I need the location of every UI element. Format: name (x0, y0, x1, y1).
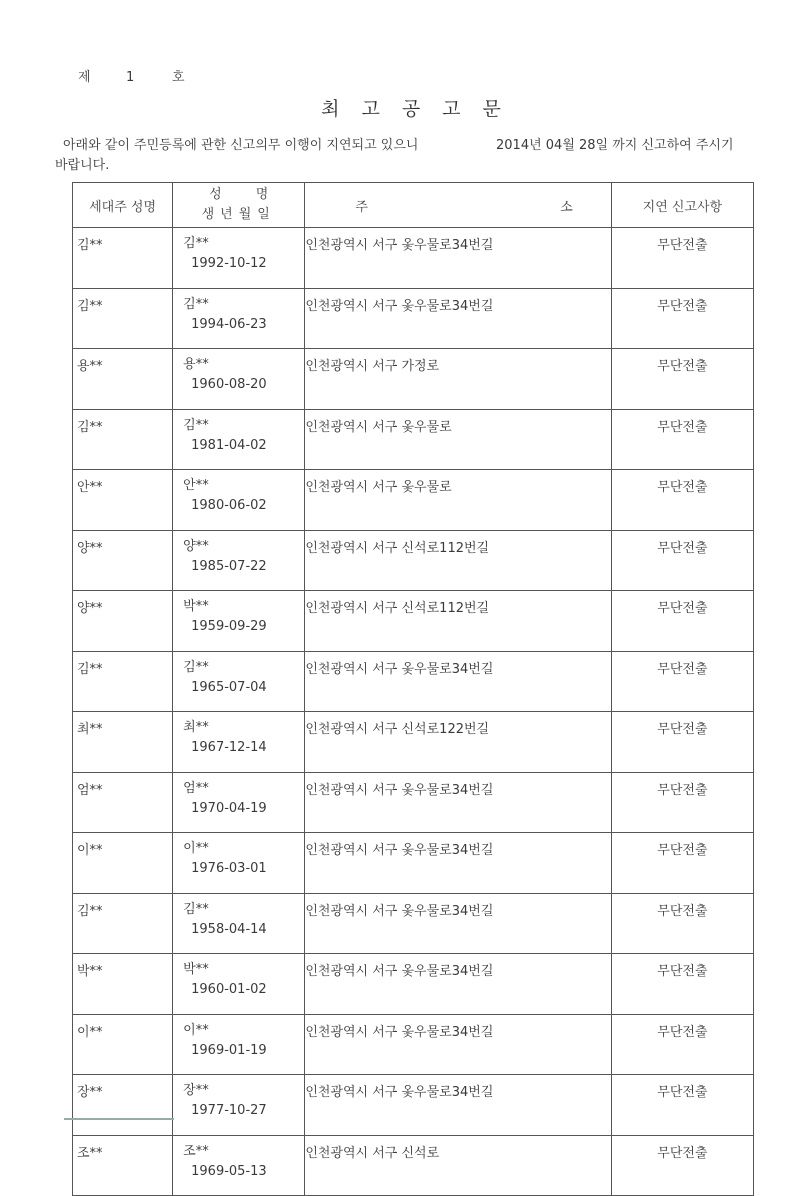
member-birthdate: 1985-07-22 (191, 558, 267, 574)
status-cell: 무단전출 (611, 470, 753, 531)
member-name: 박** (183, 599, 209, 614)
address-cell: 인천광역시 서구 가정로 (305, 349, 611, 410)
address-cell: 인천광역시 서구 옻우물로34번길 (305, 651, 611, 712)
member-name: 박** (183, 962, 209, 977)
member-cell (173, 712, 305, 773)
status-cell: 무단전출 (611, 833, 753, 894)
status-cell: 무단전출 (611, 228, 753, 289)
address-cell: 인천광역시 서구 신석로 (305, 1135, 611, 1196)
member-birthdate: 1970-04-19 (191, 800, 267, 816)
member-name: 이** (183, 1022, 209, 1038)
member-cell (173, 833, 305, 894)
member-cell (173, 893, 305, 954)
table-row (73, 591, 754, 652)
address-cell: 인천광역시 서구 신석로112번길 (305, 591, 611, 652)
member-birthdate: 1981-04-02 (191, 437, 267, 453)
address-cell: 인천광역시 서구 옻우물로34번길 (305, 772, 611, 833)
householder-name: 최** (73, 712, 173, 773)
header-householder: 세대주 성명 (73, 183, 173, 228)
doc-number-suffix: 호 (172, 70, 185, 85)
member-birthdate: 1965-07-04 (191, 679, 267, 695)
member-birthdate: 1960-01-02 (191, 982, 267, 997)
bottom-divider (64, 1118, 174, 1120)
member-birthdate: 1980-06-02 (191, 498, 267, 513)
member-cell (173, 591, 305, 652)
householder-name: 조** (73, 1135, 173, 1196)
header-member-birth: 생년월일 (201, 207, 276, 222)
status-cell: 무단전출 (611, 712, 753, 773)
table-row (73, 288, 754, 349)
member-name: 안** (183, 478, 209, 493)
member-cell (173, 651, 305, 712)
status-cell: 무단전출 (611, 530, 753, 591)
header-address (305, 183, 611, 228)
table-row (73, 651, 754, 712)
table-row (73, 1135, 754, 1196)
member-cell (173, 1075, 305, 1136)
member-name: 장** (183, 1083, 209, 1098)
table-row (73, 954, 754, 1015)
householder-name: 양** (73, 530, 173, 591)
address-cell: 인천광역시 서구 옻우물로34번길 (305, 288, 611, 349)
householder-name: 김** (73, 651, 173, 712)
header-address-a: 주 (355, 199, 368, 215)
table-row (73, 349, 754, 410)
address-cell: 인천광역시 서구 옻우물로34번길 (305, 954, 611, 1015)
address-cell: 인천광역시 서구 옻우물로34번길 (305, 893, 611, 954)
member-name: 조** (183, 1143, 209, 1159)
status-cell: 무단전출 (611, 288, 753, 349)
status-cell: 무단전출 (611, 349, 753, 410)
member-cell (173, 772, 305, 833)
address-cell: 인천광역시 서구 신석로122번길 (305, 712, 611, 773)
status-cell: 무단전출 (611, 1014, 753, 1075)
member-cell (173, 954, 305, 1015)
doc-number-value: 1 (126, 70, 135, 85)
member-birthdate: 1960-08-20 (191, 377, 267, 392)
address-cell: 인천광역시 서구 옻우물로34번길 (305, 1014, 611, 1075)
header-status: 지연 신고사항 (611, 183, 753, 228)
address-cell: 인천광역시 서구 옻우물로 (305, 470, 611, 531)
member-birthdate: 1967-12-14 (191, 740, 267, 755)
householder-name: 박** (73, 954, 173, 1015)
householder-name: 엄** (73, 772, 173, 833)
member-name: 용** (183, 357, 209, 372)
householder-name: 안** (73, 470, 173, 531)
member-birthdate: 1977-10-27 (191, 1103, 267, 1118)
status-cell: 무단전출 (611, 591, 753, 652)
address-cell: 인천광역시 서구 옻우물로34번길 (305, 833, 611, 894)
member-birthdate: 1994-06-23 (191, 316, 267, 332)
householder-name: 이** (73, 833, 173, 894)
member-cell (173, 288, 305, 349)
member-cell (173, 409, 305, 470)
member-name: 김** (183, 296, 209, 312)
householder-name: 양** (73, 591, 173, 652)
intro-text-line2: 바랍니다. (55, 158, 110, 173)
table-row (73, 772, 754, 833)
intro-deadline: 2014년 04월 28일 까지 신고하여 주시기 (496, 138, 734, 153)
member-name: 엄** (183, 780, 209, 796)
status-cell: 무단전출 (611, 409, 753, 470)
notice-table (72, 182, 754, 1196)
table-header-row (73, 183, 754, 228)
member-birthdate: 1992-10-12 (191, 256, 267, 271)
address-cell: 인천광역시 서구 옻우물로34번길 (305, 1075, 611, 1136)
doc-number-prefix: 제 (78, 70, 91, 85)
householder-name: 김** (73, 228, 173, 289)
table-row (73, 1014, 754, 1075)
member-birthdate: 1976-03-01 (191, 861, 267, 876)
document-number (78, 66, 185, 85)
member-name: 김** (183, 236, 209, 251)
table-row (73, 470, 754, 531)
status-cell: 무단전출 (611, 772, 753, 833)
member-birthdate: 1958-04-14 (191, 921, 267, 937)
address-cell: 인천광역시 서구 옻우물로 (305, 409, 611, 470)
householder-name: 김** (73, 288, 173, 349)
member-cell (173, 470, 305, 531)
address-cell: 인천광역시 서구 신석로112번길 (305, 530, 611, 591)
householder-name: 용** (73, 349, 173, 410)
member-cell (173, 349, 305, 410)
member-name: 최** (183, 720, 209, 735)
page-title: 최고공고문 (321, 98, 523, 120)
header-member (173, 183, 305, 228)
table-row (73, 712, 754, 773)
header-address-b: 소 (560, 199, 573, 215)
member-name: 김** (183, 659, 209, 675)
member-cell (173, 1135, 305, 1196)
table-row (73, 228, 754, 289)
member-birthdate: 1969-05-13 (191, 1163, 267, 1179)
member-name: 양** (183, 538, 209, 554)
member-name: 김** (183, 901, 209, 917)
member-birthdate: 1969-01-19 (191, 1042, 267, 1058)
member-name: 김** (183, 417, 209, 433)
table-row (73, 893, 754, 954)
table-row (73, 833, 754, 894)
intro-text-line1: 아래와 같이 주민등록에 관한 신고의무 이행이 지연되고 있으니 (63, 138, 419, 153)
householder-name: 김** (73, 893, 173, 954)
status-cell: 무단전출 (611, 893, 753, 954)
member-cell (173, 1014, 305, 1075)
member-birthdate: 1959-09-29 (191, 619, 267, 634)
status-cell: 무단전출 (611, 1075, 753, 1136)
member-cell (173, 530, 305, 591)
householder-name: 김** (73, 409, 173, 470)
table-row (73, 530, 754, 591)
member-cell (173, 228, 305, 289)
address-cell: 인천광역시 서구 옻우물로34번길 (305, 228, 611, 289)
householder-name: 장** (73, 1075, 173, 1136)
table-row (73, 409, 754, 470)
member-name: 이** (183, 841, 209, 856)
status-cell: 무단전출 (611, 1135, 753, 1196)
header-member-name: 성명 (209, 187, 303, 202)
status-cell: 무단전출 (611, 651, 753, 712)
table-row (73, 1075, 754, 1136)
householder-name: 이** (73, 1014, 173, 1075)
status-cell: 무단전출 (611, 954, 753, 1015)
